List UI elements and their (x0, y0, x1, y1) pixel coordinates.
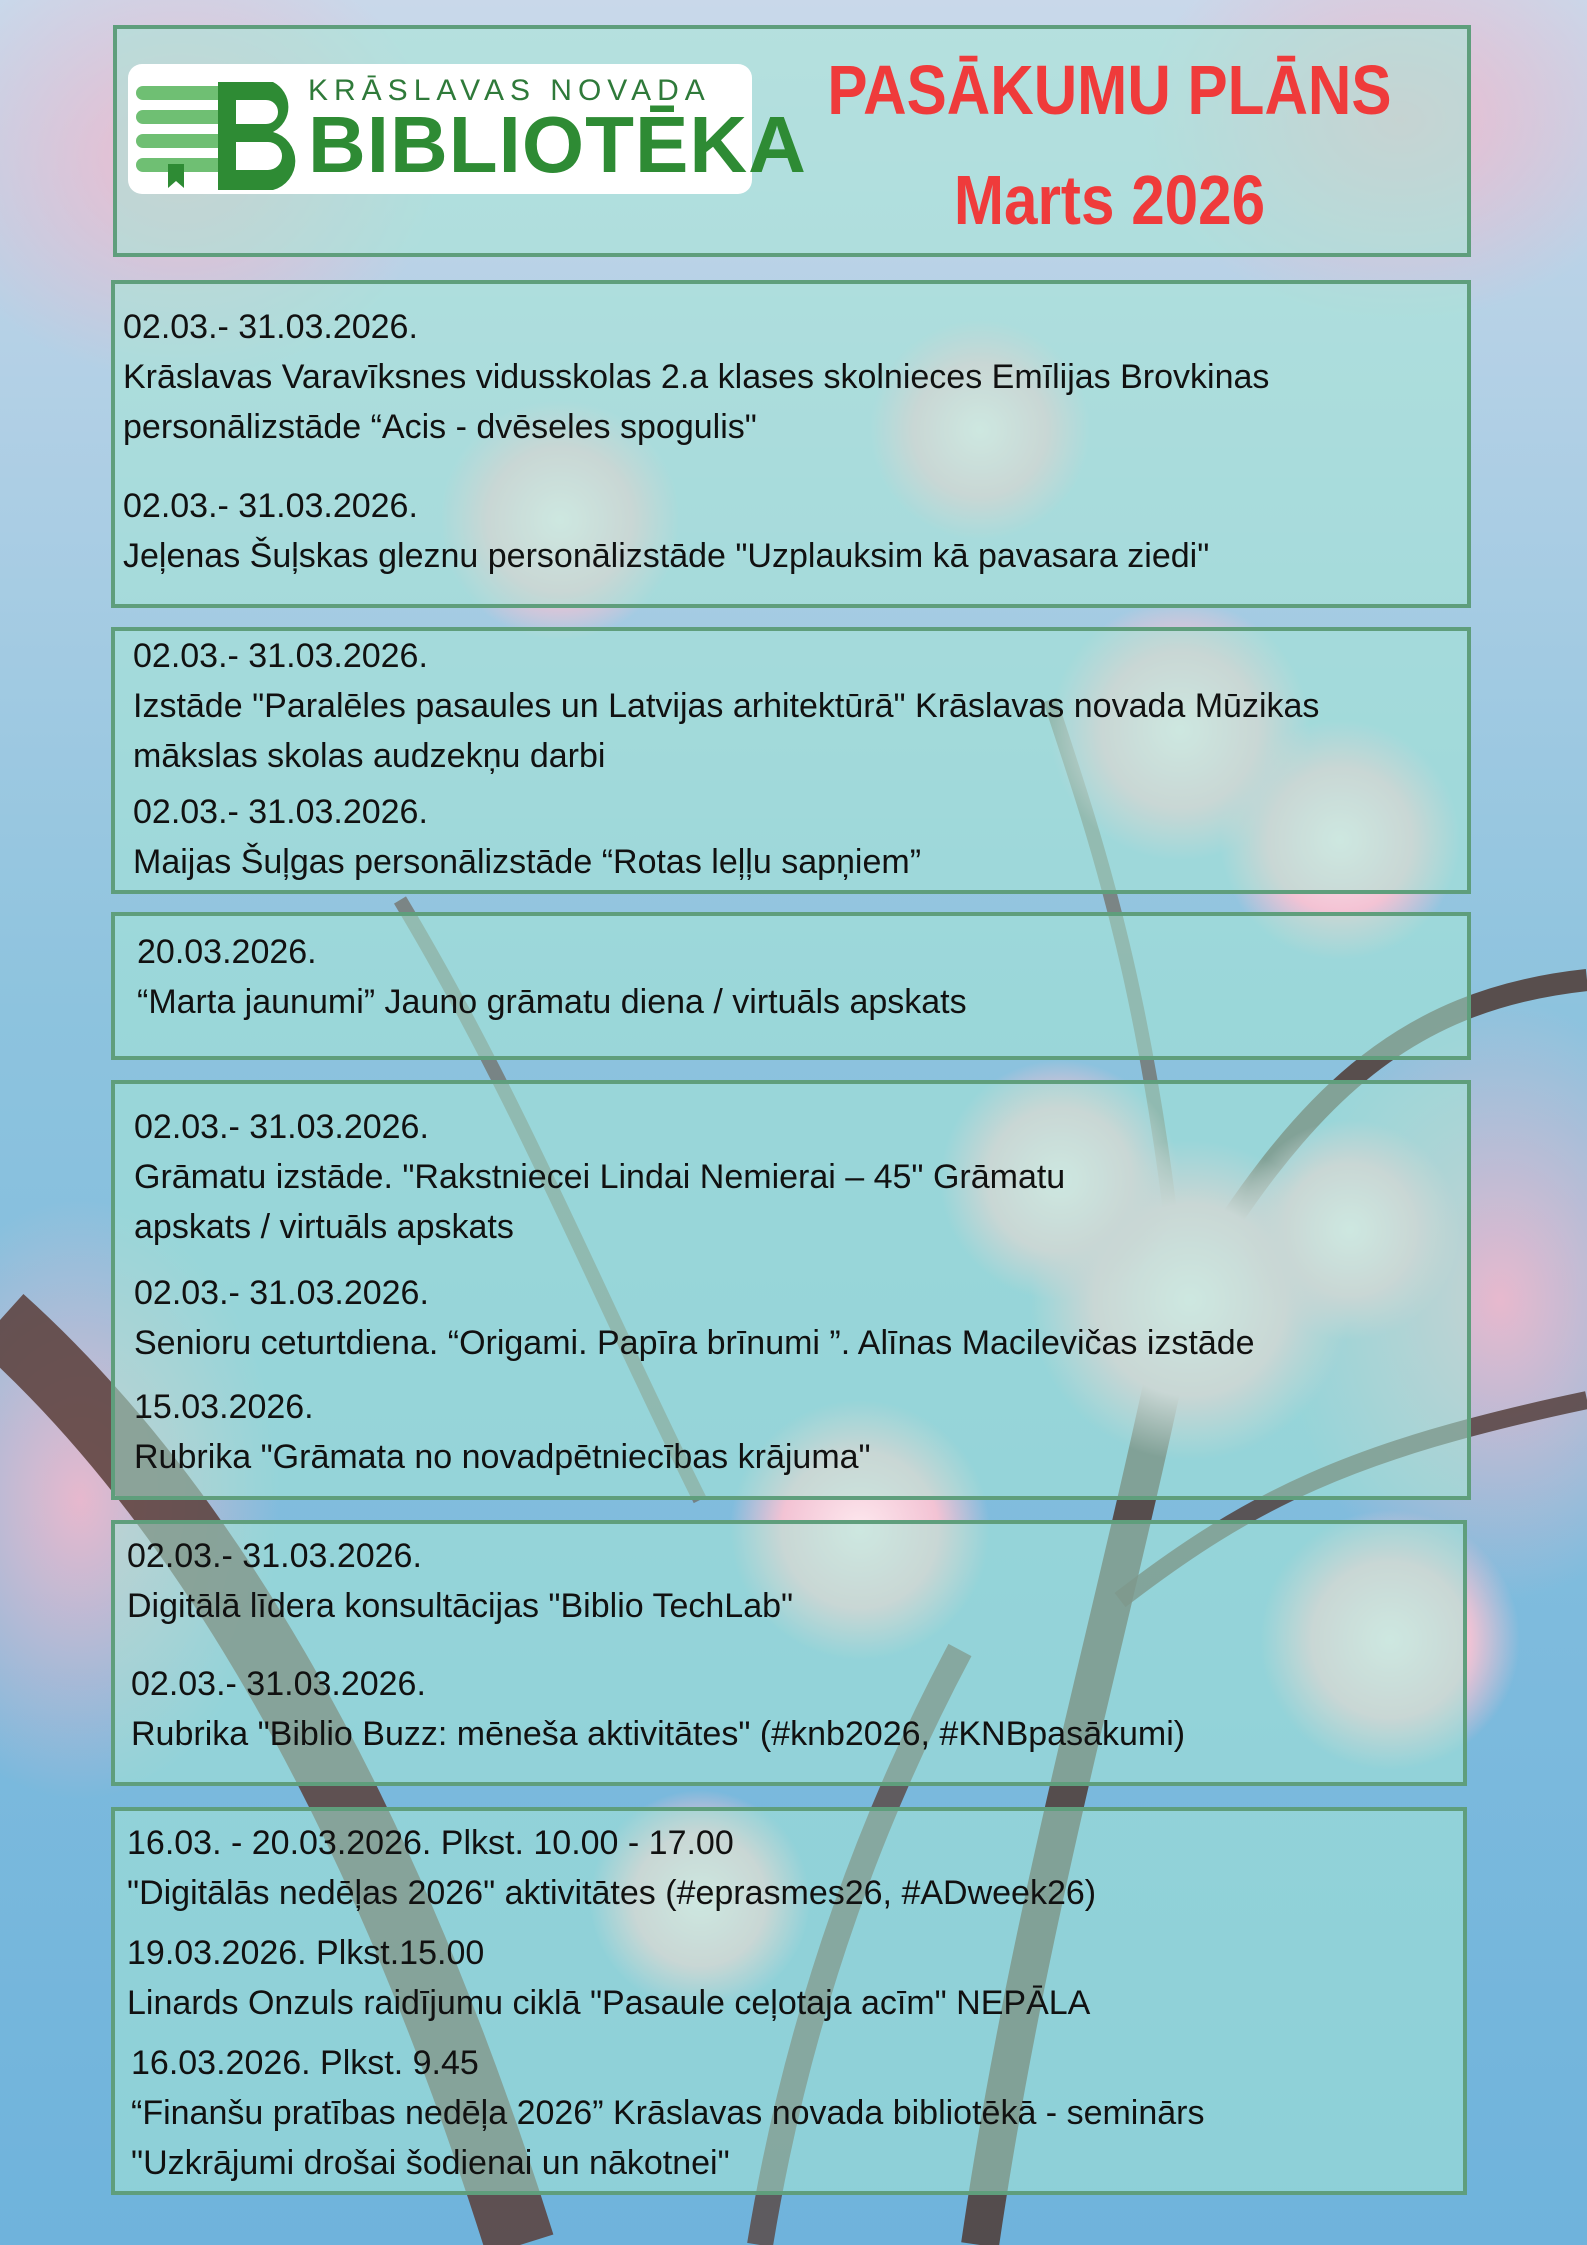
event-text: Rubrika "Grāmata no novadpētniecības krājuma" (134, 1438, 871, 1476)
event-item (131, 1659, 1185, 1759)
event-text: Senioru ceturtdiena. “Origami. Papīra brīnumi ”. Alīnas Macilevičas izstāde (134, 1324, 1255, 1362)
event-item (123, 302, 1269, 452)
book-icon (128, 64, 308, 194)
event-date: 20.03.2026. (137, 933, 317, 971)
event-text: Jeļenas Šuļskas gleznu personālizstāde "Uzplauksim kā pavasara ziedi" (123, 537, 1210, 575)
event-item (134, 1102, 1065, 1252)
event-item (134, 1382, 871, 1482)
event-date: 02.03.- 31.03.2026. (127, 1537, 422, 1575)
event-text: Krāslavas Varavīksnes vidusskolas 2.a klases skolnieces Emīlijas Brovkinas (123, 358, 1270, 396)
event-item (133, 631, 1319, 781)
event-date: 16.03.2026. Plkst. 9.45 (131, 2044, 479, 2082)
event-text: Maijas Šuļgas personālizstāde “Rotas leļļu sapņiem” (133, 843, 922, 881)
event-item (131, 2038, 1205, 2188)
event-text: Linards Onzuls raidījumu ciklā "Pasaule ceļotaja acīm" NEPĀLA (127, 1984, 1091, 2022)
event-text: Rubrika "Biblio Buzz: mēneša aktivitātes" (#knb2026, #KNBpasākumi) (131, 1715, 1186, 1753)
event-text: “Finanšu pratības nedēļa 2026” Krāslavas novada bibliotēkā - seminārs (131, 2094, 1205, 2132)
event-item (133, 787, 921, 887)
event-date: 02.03.- 31.03.2026. (131, 1665, 426, 1703)
event-text: Grāmatu izstāde. "Rakstniecei Lindai Nemierai – 45" Grāmatu (134, 1158, 1066, 1196)
event-item (127, 1531, 793, 1631)
page-title: PASĀKUMU PLĀNS (827, 51, 1392, 129)
event-text: Digitālā līdera konsultācijas "Biblio TechLab" (127, 1587, 794, 1625)
event-date: 02.03.- 31.03.2026. (134, 1108, 429, 1146)
event-text: Izstāde "Paralēles pasaules un Latvijas arhitektūrā" Krāslavas novada Mūzikas (133, 687, 1320, 725)
event-text: apskats / virtuāls apskats (134, 1208, 514, 1246)
event-date: 19.03.2026. Plkst.15.00 (127, 1934, 485, 1972)
event-date: 02.03.- 31.03.2026. (133, 793, 428, 831)
event-text: “Marta jaunumi” Jauno grāmatu diena / virtuāls apskats (137, 983, 967, 1021)
event-item (134, 1268, 1255, 1368)
event-text: mākslas skolas audzekņu darbi (133, 737, 606, 775)
event-text: personālizstāde “Acis - dvēseles spogulis" (123, 408, 757, 446)
event-item (127, 1928, 1090, 2028)
event-text: "Uzkrājumi drošai šodienai un nākotnei" (131, 2144, 730, 2182)
event-date: 16.03. - 20.03.2026. Plkst. 10.00 - 17.00 (127, 1824, 734, 1862)
event-text: "Digitālās nedēļas 2026" aktivitātes (#eprasmes26, #ADweek26) (127, 1874, 1097, 1912)
event-item (127, 1818, 1096, 1918)
logo-subtitle: KRĀSLAVAS NOVADA (308, 74, 711, 107)
event-date: 02.03.- 31.03.2026. (134, 1274, 429, 1312)
event-item (123, 481, 1209, 581)
event-date: 02.03.- 31.03.2026. (123, 308, 418, 346)
event-date: 02.03.- 31.03.2026. (133, 637, 428, 675)
logo-wordmark: BIBLIOTĒKA (308, 100, 807, 189)
event-date: 02.03.- 31.03.2026. (123, 487, 418, 525)
library-logo (128, 64, 807, 194)
event-item (137, 927, 967, 1027)
event-date: 15.03.2026. (134, 1388, 314, 1426)
page-subtitle: Marts 2026 (953, 161, 1266, 239)
